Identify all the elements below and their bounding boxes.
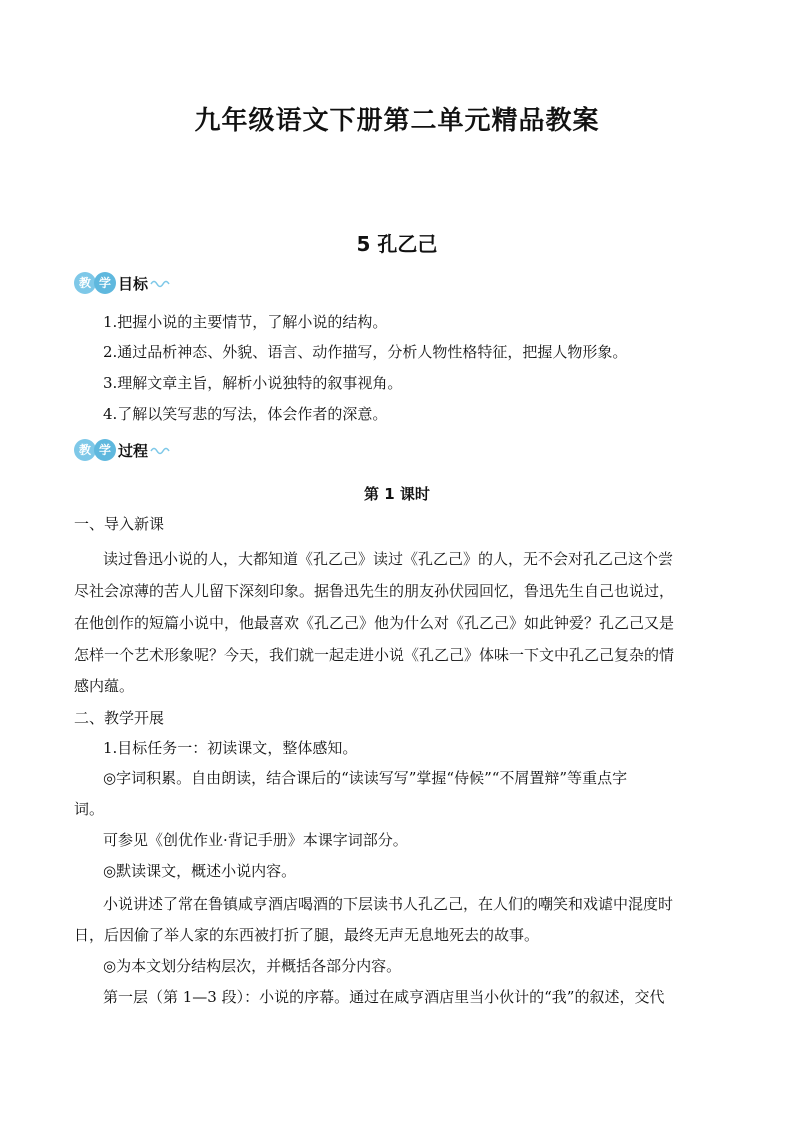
objective-item: 3.理解文章主旨，解析小说独特的叙事视角。 (103, 374, 403, 392)
badge-label: 过程 (118, 441, 149, 460)
paragraph-line: 尽社会凉薄的苦人儿留下深刻印象。据鲁迅先生的朋友孙伏园回忆，鲁迅先生自己也说过， (74, 582, 675, 600)
paragraph-line: ◎默读课文，概述小说内容。 (103, 862, 297, 880)
section-heading: 一、导入新课 (74, 515, 165, 533)
wave-icon (150, 278, 172, 288)
paragraph-line: 第一层（第 1—3 段）：小说的序幕。通过在咸亨酒店里当小伙计的“我”的叙述，交代 (103, 988, 665, 1006)
lesson-title: 5 孔乙己 (356, 232, 438, 256)
paragraph-line: 在他创作的短篇小说中，他最喜欢《孔乙己》他为什么对《孔乙己》如此钟爱？孔乙己又是 (74, 614, 675, 632)
paragraph-line: 读过鲁迅小说的人，大都知道《孔乙己》读过《孔乙己》的人，无不会对孔乙己这个尝 (103, 550, 674, 568)
objective-item: 4.了解以笑写悲的写法，体会作者的深意。 (103, 405, 388, 423)
badge-bubble: 学 (94, 439, 116, 461)
objective-item: 1.把握小说的主要情节，了解小说的结构。 (103, 313, 388, 331)
paragraph-line: 小说讲述了常在鲁镇咸亨酒店喝酒的下层读书人孔乙己，在人们的嘲笑和戏谑中混度时 (103, 895, 674, 913)
section-badge-process (74, 439, 172, 461)
paragraph-line: 感内蕴。 (74, 677, 135, 695)
paragraph-line: 可参见《创优作业·背记手册》本课字词部分。 (103, 831, 408, 849)
section-badge-objectives (74, 272, 172, 294)
session-heading: 第 1 课时 (364, 485, 430, 503)
wave-icon (150, 445, 172, 455)
section-heading: 二、教学开展 (74, 709, 165, 727)
objective-item: 2.通过品析神态、外貌、语言、动作描写，分析人物性格特征，把握人物形象。 (103, 343, 628, 361)
paragraph-line: 词。 (74, 800, 105, 818)
paragraph-line: ◎为本文划分结构层次，并概括各部分内容。 (103, 957, 402, 975)
paragraph-line: ◎字词积累。自由朗读，结合课后的“读读写写”掌握“侍候”“不屑置辩”等重点字 (103, 769, 628, 787)
paragraph-line: 日，后因偷了举人家的东西被打折了腿，最终无声无息地死去的故事。 (74, 926, 540, 944)
page-title: 九年级语文下册第二单元精品教案 (194, 106, 600, 136)
badge-bubble: 学 (94, 272, 116, 294)
badge-bubble: 教 (74, 439, 96, 461)
task-line: 1.目标任务一：初读课文，整体感知。 (103, 739, 358, 757)
badge-bubble: 教 (74, 272, 96, 294)
paragraph-line: 怎样一个艺术形象呢？今天，我们就一起走进小说《孔乙己》体味一下文中孔乙己复杂的情 (74, 646, 675, 664)
badge-label: 目标 (118, 274, 149, 293)
